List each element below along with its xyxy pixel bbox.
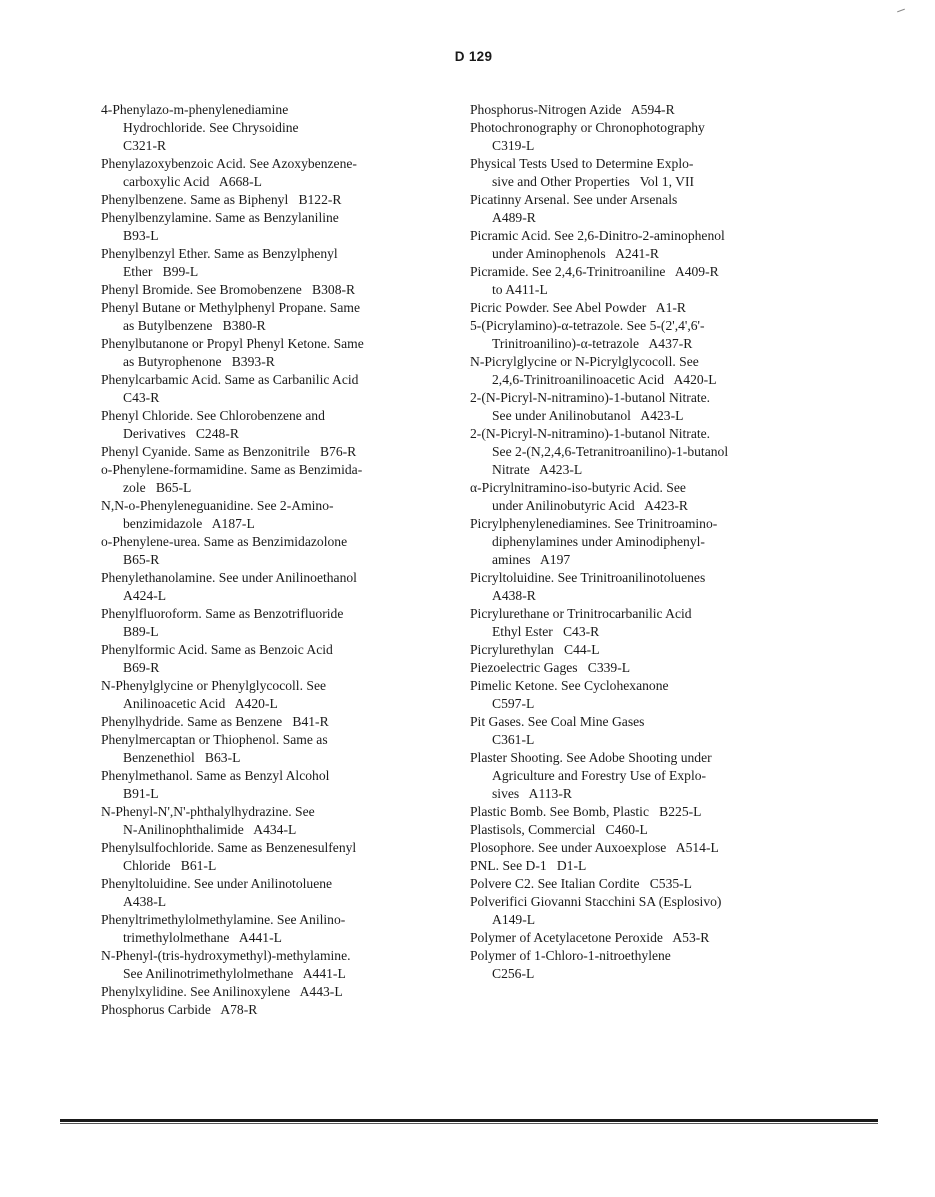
bottom-rule [60, 1119, 878, 1122]
entry-continuation: Trinitroanilino)-α-tetrazole A437-R [492, 336, 693, 351]
entry-continuation: B65-R [123, 552, 160, 567]
entry-continuation: under Aminophenols A241-R [492, 246, 659, 261]
index-entry [470, 803, 790, 821]
index-entry [470, 839, 790, 857]
index-entry [470, 677, 790, 713]
index-entry [101, 533, 431, 569]
entry-continuation: Ethyl Ester C43-R [492, 624, 600, 639]
index-entry [470, 191, 790, 227]
index-entry [101, 983, 431, 1001]
entry-continuation: C319-L [492, 138, 535, 153]
entry-heading: Phenylbenzylamine. Same as Benzylaniline [101, 210, 339, 225]
entry-heading: N-Picrylglycine or N-Picrylglycocoll. See [470, 354, 699, 369]
index-entry [101, 299, 431, 335]
index-entry [101, 101, 431, 155]
entry-continuation: amines A197 [492, 552, 571, 567]
index-entry [470, 101, 790, 119]
entry-continuation: as Butylbenzene B380-R [123, 318, 266, 333]
entry-continuation: benzimidazole A187-L [123, 516, 255, 531]
index-entry [470, 425, 790, 479]
index-entry [101, 155, 431, 191]
index-entry [101, 605, 431, 641]
entry-heading: Phenyl Bromide. See Bromobenzene B308-R [101, 282, 356, 297]
entry-continuation: C321-R [123, 138, 167, 153]
entry-continuation: C597-L [492, 696, 535, 711]
entry-continuation: Ether B99-L [123, 264, 199, 279]
entry-heading: Phenyltrimethylolmethylamine. See Anilino- [101, 912, 346, 927]
entry-continuation: as Butyrophenone B393-R [123, 354, 275, 369]
index-entry [470, 119, 790, 155]
entry-heading: Phosphorus-Nitrogen Azide A594-R [470, 102, 675, 117]
entry-heading: Polymer of Acetylacetone Peroxide A53-R [470, 930, 710, 945]
entry-continuation: 2,4,6-Trinitroanilinoacetic Acid A420-L [492, 372, 717, 387]
entry-heading: Picramic Acid. See 2,6-Dinitro-2-aminophenol [470, 228, 725, 243]
index-entry [101, 713, 431, 731]
index-entry [101, 839, 431, 875]
entry-heading: 2-(N-Picryl-N-nitramino)-1-butanol Nitrate. [470, 390, 711, 405]
entry-heading: Photochronography or Chronophotography [470, 120, 705, 135]
entry-continuation: sive and Other Properties Vol 1, VII [492, 174, 694, 189]
index-entry [470, 641, 790, 659]
entry-continuation: B91-L [123, 786, 159, 801]
entry-heading: Picryltoluidine. See Trinitroanilinotoluenes [470, 570, 706, 585]
entry-continuation: C256-L [492, 966, 535, 981]
entry-heading: Picric Powder. See Abel Powder A1-R [470, 300, 686, 315]
index-entry [470, 857, 790, 875]
entry-heading: Pimelic Ketone. See Cyclohexanone [470, 678, 669, 693]
entry-heading: Phenylmethanol. Same as Benzyl Alcohol [101, 768, 330, 783]
index-entry [101, 461, 431, 497]
entry-heading: N,N-o-Phenyleneguanidine. See 2-Amino- [101, 498, 334, 513]
entry-heading: Phenylbenzene. Same as Biphenyl B122-R [101, 192, 342, 207]
entry-heading: Phenylbutanone or Propyl Phenyl Ketone. Same [101, 336, 364, 351]
index-entry [470, 659, 790, 677]
index-entry [470, 263, 790, 299]
entry-heading: 4-Phenylazo-m-phenylenediamine [101, 102, 289, 117]
index-entry [470, 947, 790, 983]
index-entry [101, 677, 431, 713]
entry-continuation: B69-R [123, 660, 160, 675]
entry-continuation: A438-R [492, 588, 536, 603]
entry-continuation: sives A113-R [492, 786, 572, 801]
entry-heading: Picatinny Arsenal. See under Arsenals [470, 192, 678, 207]
entry-heading: Phenylbenzyl Ether. Same as Benzylphenyl [101, 246, 338, 261]
index-entry [101, 371, 431, 407]
entry-continuation: A438-L [123, 894, 167, 909]
index-entry [470, 749, 790, 803]
entry-continuation: See 2-(N,2,4,6-Tetranitroanilino)-1-butanol [492, 444, 729, 459]
entry-heading: Plastic Bomb. See Bomb, Plastic B225-L [470, 804, 702, 819]
index-entry [470, 515, 790, 569]
entry-heading: N-Phenyl-N',N'-phthalylhydrazine. See [101, 804, 315, 819]
index-entry [101, 803, 431, 839]
index-entry [470, 299, 790, 317]
entry-heading: Phenyltoluidine. See under Anilinotoluene [101, 876, 333, 891]
entry-continuation: Benzenethiol B63-L [123, 750, 241, 765]
entry-continuation: under Anilinobutyric Acid A423-R [492, 498, 688, 513]
entry-heading: N-Phenyl-(tris-hydroxymethyl)-methylamine. [101, 948, 351, 963]
entry-heading: Picrylurethane or Trinitrocarbanilic Acid [470, 606, 692, 621]
index-column-left [101, 101, 431, 1019]
entry-heading: PNL. See D-1 D1-L [470, 858, 587, 873]
index-entry [470, 569, 790, 605]
entry-heading: Phenyl Chloride. See Chlorobenzene and [101, 408, 325, 423]
entry-heading: Piezoelectric Gages C339-L [470, 660, 631, 675]
entry-heading: 5-(Picrylamino)-α-tetrazole. See 5-(2',4',6'- [470, 318, 705, 333]
entry-continuation: carboxylic Acid A668-L [123, 174, 262, 189]
entry-continuation: N-Anilinophthalimide A434-L [123, 822, 297, 837]
entry-heading: N-Phenylglycine or Phenylglycocoll. See [101, 678, 327, 693]
index-entry [101, 569, 431, 605]
entry-heading: Phenyl Cyanide. Same as Benzonitrile B76-R [101, 444, 357, 459]
entry-continuation: trimethylolmethane A441-L [123, 930, 282, 945]
entry-continuation: C361-L [492, 732, 535, 747]
entry-continuation: to A411-L [492, 282, 548, 297]
index-entry [470, 479, 790, 515]
index-entry [470, 893, 790, 929]
index-entry [101, 497, 431, 533]
entry-heading: Picramide. See 2,4,6-Trinitroaniline A409-R [470, 264, 719, 279]
entry-continuation: Agriculture and Forestry Use of Explo- [492, 768, 707, 783]
entry-continuation: See Anilinotrimethylolmethane A441-L [123, 966, 346, 981]
entry-heading: o-Phenylene-urea. Same as Benzimidazolone [101, 534, 348, 549]
index-entry [101, 1001, 431, 1019]
entry-heading: Plastisols, Commercial C460-L [470, 822, 648, 837]
index-column-right [470, 101, 790, 983]
entry-heading: Phenylformic Acid. Same as Benzoic Acid [101, 642, 333, 657]
entry-continuation: Derivatives C248-R [123, 426, 239, 441]
entry-heading: Pit Gases. See Coal Mine Gases [470, 714, 645, 729]
index-entry [101, 875, 431, 911]
entry-continuation: B89-L [123, 624, 159, 639]
index-entry [101, 947, 431, 983]
entry-heading: Phenylsulfochloride. Same as Benzenesulfenyl [101, 840, 357, 855]
entry-heading: Phenylmercaptan or Thiophenol. Same as [101, 732, 328, 747]
index-entry [470, 713, 790, 749]
index-entry [470, 605, 790, 641]
page-number: D 129 [454, 49, 493, 64]
entry-continuation: Nitrate A423-L [492, 462, 583, 477]
entry-heading: Picrylphenylenediamines. See Trinitroamino- [470, 516, 718, 531]
index-entry [470, 875, 790, 893]
entry-continuation: C43-R [123, 390, 160, 405]
entry-heading: Phosphorus Carbide A78-R [101, 1002, 258, 1017]
index-entry [101, 443, 431, 461]
entry-continuation: Anilinoacetic Acid A420-L [123, 696, 278, 711]
entry-heading: Phenylfluoroform. Same as Benzotrifluoride [101, 606, 344, 621]
entry-heading: Plaster Shooting. See Adobe Shooting under [470, 750, 712, 765]
entry-continuation: Chloride B61-L [123, 858, 217, 873]
index-entry [101, 245, 431, 281]
index-entry [470, 821, 790, 839]
entry-continuation: zole B65-L [123, 480, 192, 495]
entry-heading: Polvere C2. See Italian Cordite C535-L [470, 876, 692, 891]
index-entry [101, 281, 431, 299]
index-entry [470, 317, 790, 353]
entry-heading: Phenylhydride. Same as Benzene B41-R [101, 714, 329, 729]
entry-continuation: B93-L [123, 228, 159, 243]
index-entry [470, 155, 790, 191]
index-entry [101, 731, 431, 767]
entry-heading: 2-(N-Picryl-N-nitramino)-1-butanol Nitrate. [470, 426, 711, 441]
index-entry [470, 227, 790, 263]
entry-heading: Phenylethanolamine. See under Anilinoethanol [101, 570, 357, 585]
entry-heading: Picrylurethylan C44-L [470, 642, 600, 657]
index-entry [470, 929, 790, 947]
entry-continuation: Hydrochloride. See Chrysoidine [123, 120, 299, 135]
index-entry [101, 911, 431, 947]
entry-heading: Phenyl Butane or Methylphenyl Propane. Same [101, 300, 360, 315]
index-entry [101, 767, 431, 803]
entry-continuation: A424-L [123, 588, 167, 603]
entry-heading: Phenylcarbamic Acid. Same as Carbanilic Acid [101, 372, 359, 387]
entry-continuation: A149-L [492, 912, 536, 927]
entry-continuation: A489-R [492, 210, 536, 225]
entry-continuation: diphenylamines under Aminodiphenyl- [492, 534, 705, 549]
index-entry [101, 407, 431, 443]
index-entry [101, 335, 431, 371]
scan-mark [897, 9, 905, 13]
entry-heading: Polymer of 1-Chloro-1-nitroethylene [470, 948, 671, 963]
entry-heading: α-Picrylnitramino-iso-butyric Acid. See [470, 480, 686, 495]
entry-continuation: See under Anilinobutanol A423-L [492, 408, 684, 423]
entry-heading: o-Phenylene-formamidine. Same as Benzimida- [101, 462, 363, 477]
index-entry [470, 389, 790, 425]
entry-heading: Physical Tests Used to Determine Explo- [470, 156, 694, 171]
index-entry [101, 641, 431, 677]
entry-heading: Plosophore. See under Auxoexplose A514-L [470, 840, 719, 855]
entry-heading: Phenylazoxybenzoic Acid. See Azoxybenzene- [101, 156, 357, 171]
index-entry [470, 353, 790, 389]
entry-heading: Phenylxylidine. See Anilinoxylene A443-L [101, 984, 343, 999]
entry-heading: Polverifici Giovanni Stacchini SA (Esplosivo) [470, 894, 722, 909]
index-entry [101, 191, 431, 209]
index-entry [101, 209, 431, 245]
